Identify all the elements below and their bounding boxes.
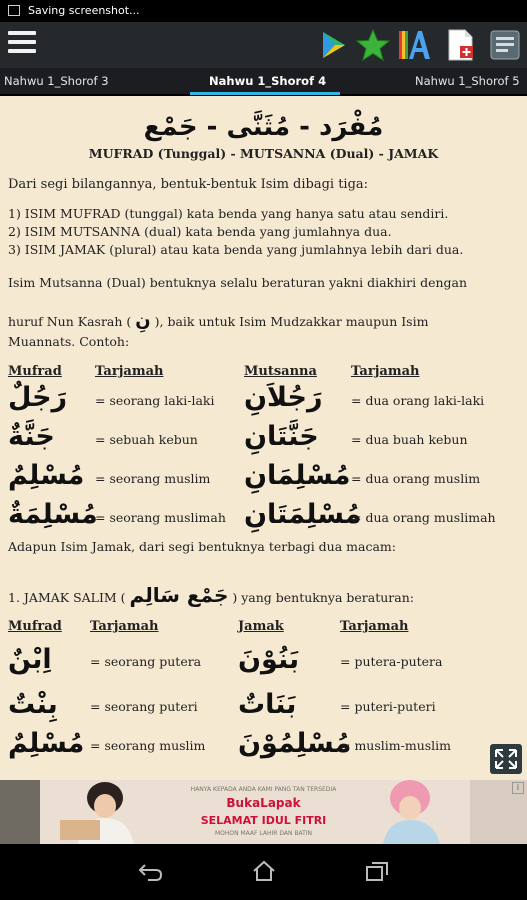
table1-mutsanna-word: رَجُلاَنِ [244, 382, 323, 413]
menu-icon[interactable] [8, 31, 36, 57]
status-bar [0, 0, 527, 22]
table1-header-tarjamah-2: Tarjamah [351, 364, 420, 379]
intro-text: Dari segi bilangannya, bentuk-bentuk Isim dibagi tiga: [8, 177, 369, 192]
table2-translation: = puteri-puteri [340, 699, 436, 714]
table1-translation: = dua buah kebun [351, 432, 468, 447]
ad-brand-logo: BukaLapak [226, 796, 301, 810]
home-icon[interactable] [251, 858, 277, 884]
tab-shorof-4[interactable]: Nahwu 1_Shorof 4 [209, 74, 327, 88]
play-store-icon[interactable] [315, 27, 351, 63]
nun-kasrah-arabic: نِ [135, 310, 151, 331]
jamak-salim-prefix: 1. JAMAK SALIM ( [8, 590, 126, 605]
table2-header-jamak: Jamak [238, 619, 284, 634]
table2-jamak-word: بَنُوْنَ [238, 644, 300, 675]
font-size-icon[interactable] [396, 27, 432, 63]
ad-top-line: HANYA KEPADA ANDA KAMI PANG TAN TERSEDIA [190, 786, 337, 793]
app-bar [0, 22, 527, 68]
table1-translation: = dua orang muslimah [351, 510, 496, 525]
table1-mufrad-word: مُسْلِمَةٌ [8, 499, 98, 530]
table2-translation: = seorang puteri [90, 699, 198, 714]
table2-header-mufrad: Mufrad [8, 619, 62, 634]
table1-translation: = dua orang laki-laki [351, 393, 485, 408]
table2-translation: = muslim-muslim [340, 738, 452, 753]
recent-apps-icon[interactable] [364, 860, 390, 884]
exit-app-icon[interactable] [487, 27, 523, 63]
jamak-salim-suffix: ) yang bentuknya beraturan: [232, 590, 414, 605]
tab-shorof-5[interactable]: Nahwu 1_Shorof 5 [415, 74, 520, 88]
table1-translation: = sebuah kebun [95, 432, 198, 447]
table2-translation: = seorang muslim [90, 738, 206, 753]
table1-mufrad-word: جَنَّةٌ [8, 421, 55, 452]
lesson-content[interactable] [0, 96, 527, 780]
paragraph-nun-kasrah [8, 310, 428, 331]
table1-header-mutsanna: Mutsanna [244, 364, 317, 379]
screenshot-icon [8, 5, 20, 16]
fullscreen-button[interactable] [490, 744, 522, 774]
table1-mutsanna-word: مُسْلِمَانِ [244, 460, 351, 491]
table1-translation: = seorang muslimah [95, 510, 226, 525]
table2-mufrad-word: بِنْتٌ [8, 689, 58, 720]
tab-shorof-3[interactable]: Nahwu 1_Shorof 3 [4, 74, 109, 88]
paragraph-jamak: Adapun Isim Jamak, dari segi bentuknya terbagi dua macam: [8, 539, 396, 554]
table2-mufrad-word: مُسْلِمٌ [8, 728, 85, 759]
ad-info-icon[interactable]: i [512, 782, 524, 794]
table1-mutsanna-word: مُسْلِمَتَانِ [244, 499, 362, 530]
list-item-mufrad: 1) ISIM MUFRAD (tunggal) kata benda yang hanya satu atau sendiri. [8, 206, 449, 221]
list-item-mutsanna: 2) ISIM MUTSANNA (dual) kata benda yang jumlahnya dua. [8, 224, 392, 239]
table1-header-mufrad: Mufrad [8, 364, 62, 379]
active-tab-indicator [190, 92, 340, 95]
ad-banner[interactable] [0, 780, 527, 844]
table2-translation: = seorang putera [90, 654, 202, 669]
paragraph-nun-kasrah-suffix: ), baik untuk Isim Mudzakkar maupun Isim [154, 314, 429, 329]
table1-mutsanna-word: جَنَّتَانِ [244, 421, 319, 452]
table2-header-tarjamah-1: Tarjamah [90, 619, 159, 634]
lesson-subtitle: MUFRAD (Tunggal) - MUTSANNA (Dual) - JAMAK [88, 146, 439, 161]
back-icon[interactable] [138, 860, 164, 884]
table1-mufrad-word: مُسْلِمٌ [8, 460, 85, 491]
pdf-file-icon[interactable] [442, 27, 478, 63]
paragraph-mutsanna: Isim Mutsanna (Dual) bentuknya selalu beraturan yakni diakhiri dengan [8, 275, 468, 290]
table1-translation: = seorang laki-laki [95, 393, 215, 408]
lesson-title-arabic: مُفْرَد - مُثَنَّى - جَمْع [143, 112, 384, 142]
table2-header-tarjamah-2: Tarjamah [340, 619, 409, 634]
table2-jamak-word: بَنَاتٌ [238, 689, 297, 720]
fullscreen-icon [490, 744, 522, 774]
paragraph-nun-kasrah-prefix: huruf Nun Kasrah ( [8, 314, 132, 329]
status-text: Saving screenshot... [28, 4, 140, 17]
table1-translation: = dua orang muslim [351, 471, 481, 486]
table2-jamak-word: مُسْلِمُوْنَ [238, 728, 352, 759]
jamak-salim-heading [8, 583, 414, 607]
table1-header-tarjamah-1: Tarjamah [95, 364, 164, 379]
table1-mufrad-word: رَجُلٌ [8, 382, 68, 413]
ad-subline: MOHON MAAF LAHIR DAN BATIN [214, 830, 313, 837]
jamak-salim-arabic: جَمْع سَالِم [129, 583, 229, 607]
table1-translation: = seorang muslim [95, 471, 211, 486]
ad-headline: SELAMAT IDUL FITRI [200, 814, 327, 827]
table2-translation: = putera-putera [340, 654, 443, 669]
tab-bar [0, 68, 527, 94]
list-item-jamak: 3) ISIM JAMAK (plural) atau kata benda yang jumlahnya lebih dari dua. [8, 242, 464, 257]
star-rate-icon[interactable] [355, 27, 391, 63]
navigation-bar [0, 844, 527, 900]
paragraph-contoh: Muannats. Contoh: [8, 334, 130, 349]
table2-mufrad-word: اِبْنٌ [8, 644, 52, 675]
